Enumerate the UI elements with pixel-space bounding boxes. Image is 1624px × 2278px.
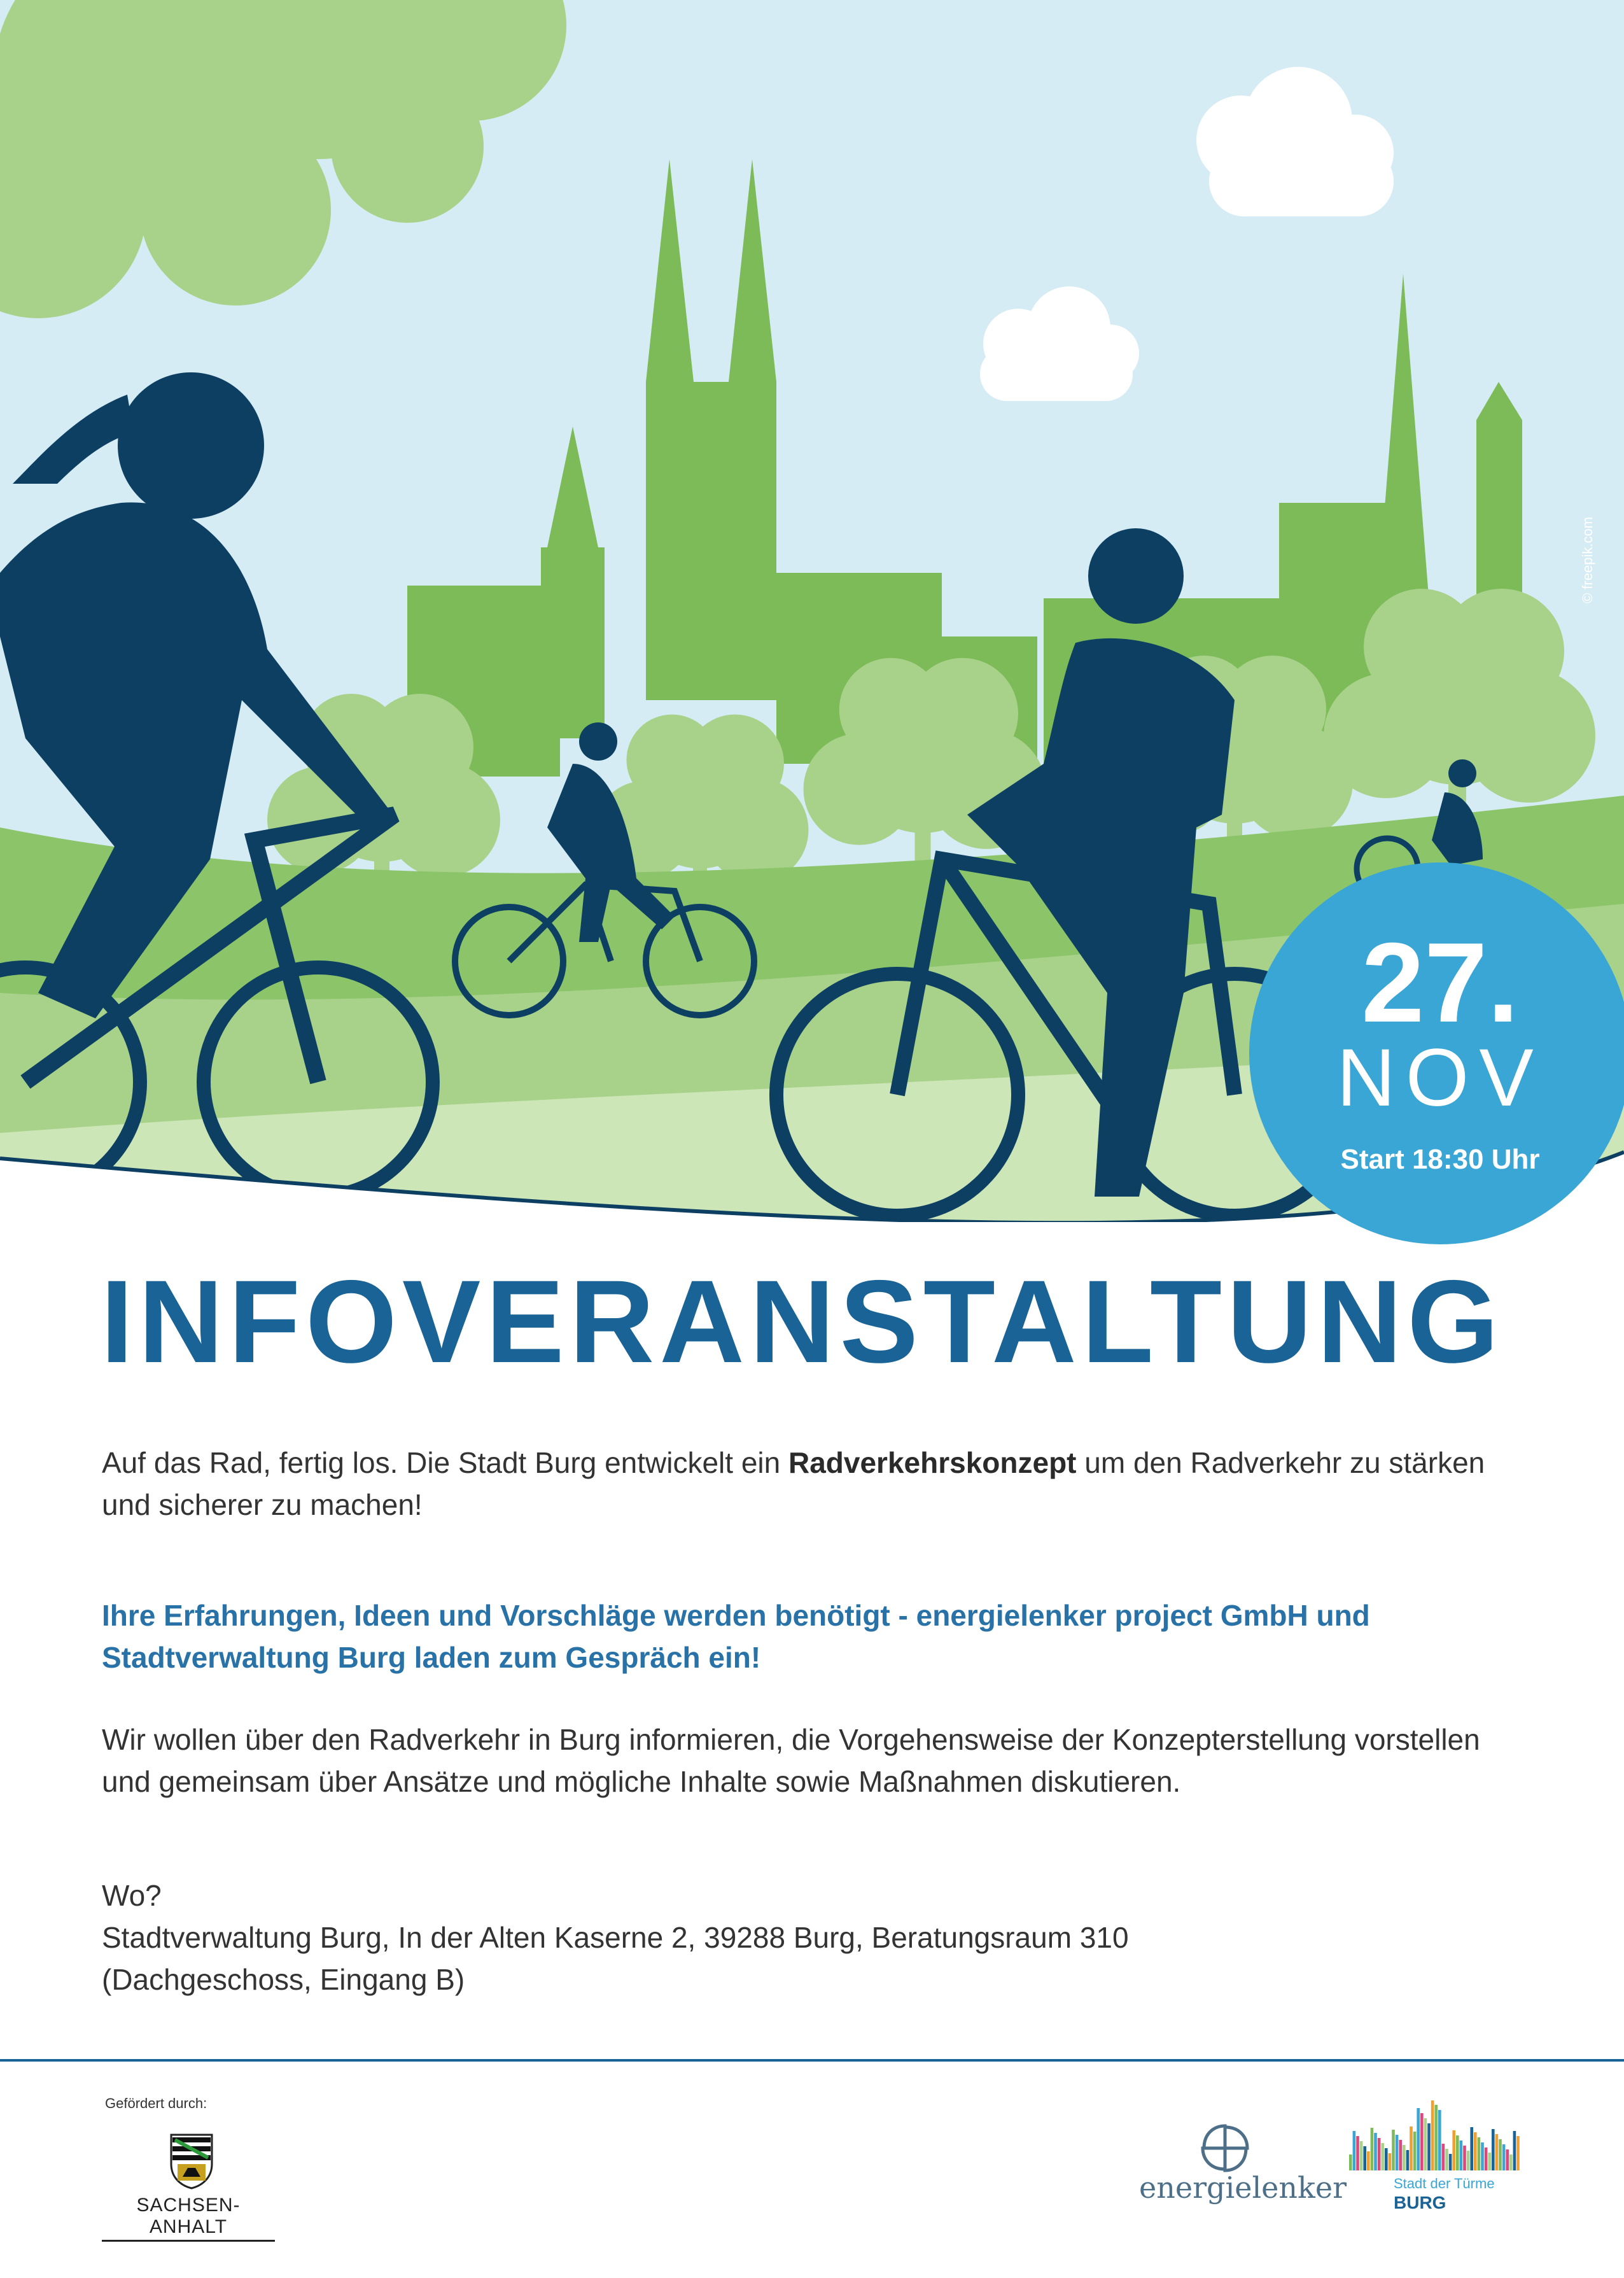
intro-paragraph	[102, 1442, 1534, 1526]
location-block	[102, 1874, 1534, 2000]
details-paragraph: Wir wollen über den Radverkehr in Burg informieren, die Vorgehensweise der Konzepterstellung vorstellen und gemeinsam über Ansätze und mögliche Inhalte sowie Maßnahmen diskutieren.	[102, 1723, 1480, 1798]
location-note: (Dachgeschoss, Eingang B)	[102, 1963, 465, 1996]
location-address: Stadtverwaltung Burg, In der Alten Kaserne 2, 39288 Burg, Beratungsraum 310	[102, 1921, 1129, 1954]
image-credit: © freepik.com	[1579, 516, 1595, 604]
funded-by-label: Gefördert durch:	[105, 2095, 207, 2111]
invitation-paragraph: Ihre Erfahrungen, Ideen und Vorschläge werden benötigt - energielenker project GmbH und Stadtverwaltung Burg laden zum Gespräch ein!	[102, 1599, 1370, 1674]
coat-of-arms-icon	[169, 2132, 214, 2190]
intro-text-end: um den Radverkehr zu stärken und sicherer zu machen!	[102, 1446, 1485, 1521]
footer-divider	[0, 2059, 1624, 2062]
state-name: SACHSEN-ANHALT	[102, 2195, 275, 2242]
partner-name: energielenker	[1139, 2170, 1347, 2205]
intro-text-start: Auf das Rad, fertig los. Die Stadt Burg entwickelt ein	[102, 1446, 788, 1479]
location-question: Wo?	[102, 1879, 162, 1912]
event-day: 27.	[1361, 919, 1519, 1046]
clover-icon	[1196, 2120, 1254, 2177]
page-title: INFOVERANSTALTUNG	[101, 1256, 1504, 1388]
city-name: BURG	[1394, 2193, 1446, 2212]
skyline-icon	[1343, 2100, 1527, 2174]
date-badge	[1249, 862, 1624, 1244]
intro-keyword: Radverkehrskonzept	[788, 1446, 1077, 1479]
event-month: NOV	[1336, 1032, 1544, 1123]
event-start-time: Start 18:30 Uhr	[1340, 1144, 1540, 1175]
city-tagline: Stadt der Türme	[1394, 2176, 1495, 2191]
